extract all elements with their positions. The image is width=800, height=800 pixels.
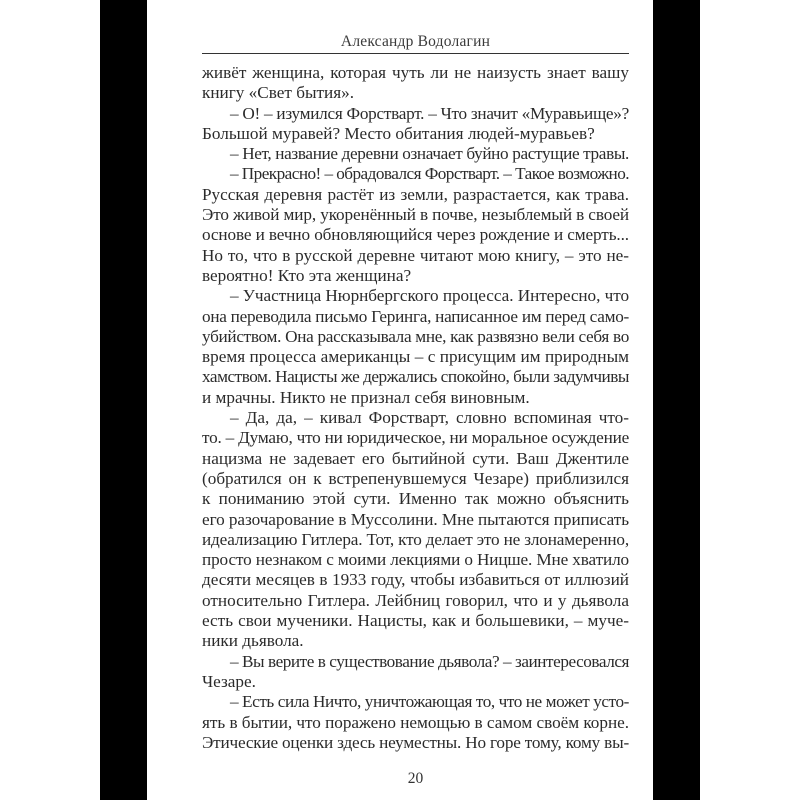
text-line: убийством. Она рассказывала мне, как развязно вели себя во — [202, 326, 629, 346]
text-line: – О! – изумился Форстварт. – Что значит «Муравьище»? — [230, 103, 629, 123]
text-line: – Прекрасно! – обрадовался Форстварт. – Такое возможно. — [230, 164, 629, 184]
text-line: хамством. Нацисты же держались спокойно, были задумчивы — [202, 367, 629, 387]
page-number: 20 — [407, 770, 424, 787]
text-line: Чезаре. — [202, 671, 256, 691]
text-line: нацизма не задевает его бытийной сути. Ваш Джентиле — [202, 448, 629, 468]
text-line: Это живой мир, укоренённый в почве, незыблемый в своей — [202, 205, 629, 225]
text-line: Большой муравей? Место обитания людей-муравьев? — [202, 123, 595, 143]
text-line: живёт женщина, которая чуть ли не наизусть знает вашу — [202, 63, 629, 82]
text-line: просто незнаком с моими лекциями о Ницше. Мне хватило — [202, 550, 629, 570]
text-line: она переводила письмо Геринга, написанное им перед само- — [202, 306, 629, 326]
text-line: время процесса американцы – с присущим им природным — [202, 347, 629, 367]
header-rule — [202, 53, 629, 54]
text-line: – Участница Нюрнбергского процесса. Интересно, что — [230, 286, 629, 306]
body-text — [202, 63, 629, 753]
text-line: ники дьявола. — [202, 631, 304, 651]
text-line: то. – Думаю, что ни юридическое, ни моральное осуждение — [202, 428, 629, 448]
text-line: к пониманию этой сути. Именно так можно объяснить — [202, 489, 629, 509]
text-line: вероятно! Кто эта женщина? — [202, 265, 412, 285]
text-line: (обратился он к встрепенувшемуся Чезаре) приблизился — [202, 468, 629, 488]
text-line: идеализацию Гитлера. Тот, кто делает это не злонамеренно, — [202, 529, 629, 549]
text-line: – Нет, название деревни означает буйно растущие травы. — [230, 144, 629, 164]
right-dark-margin — [653, 0, 700, 800]
left-dark-margin — [100, 0, 147, 800]
book-page — [147, 0, 653, 800]
text-line: – Вы верите в существование дьявола? – заинтересовался — [230, 651, 629, 671]
text-line: – Да, да, – кивал Форстварт, словно вспоминая что- — [230, 408, 629, 428]
text-line: относительно Гитлера. Лейбниц говорил, что и у дьявола — [202, 590, 629, 610]
text-line: основе и вечно обновляющийся через рождение и смерть... — [202, 225, 629, 245]
text-line: книгу «Свет бытия». — [202, 83, 354, 103]
text-line: есть свои мученики. Нацисты, как и большевики, – муче- — [202, 611, 629, 631]
text-line: его разочарование в Муссолини. Мне пытаются приписать — [202, 509, 629, 529]
text-line: – Есть сила Ничто, уничтожающая то, что не может усто- — [230, 692, 629, 712]
text-line: десяти месяцев в 1933 году, чтобы избавиться от иллюзий — [202, 570, 629, 590]
text-line: и мрачны. Никто не признал себя виновным. — [202, 387, 530, 407]
text-line: Этические оценки здесь неуместны. Но горе тому, кому вы- — [202, 732, 629, 752]
running-head-author: Александр Водолагин — [340, 33, 491, 50]
text-line: Русская деревня растёт из земли, разрастается, как трава. — [202, 184, 629, 204]
text-line: ять в бытии, что поражено немощью в самом своём корне. — [202, 712, 629, 732]
text-line: Но то, что в русской деревне читают мою книгу, – это не- — [202, 245, 629, 265]
